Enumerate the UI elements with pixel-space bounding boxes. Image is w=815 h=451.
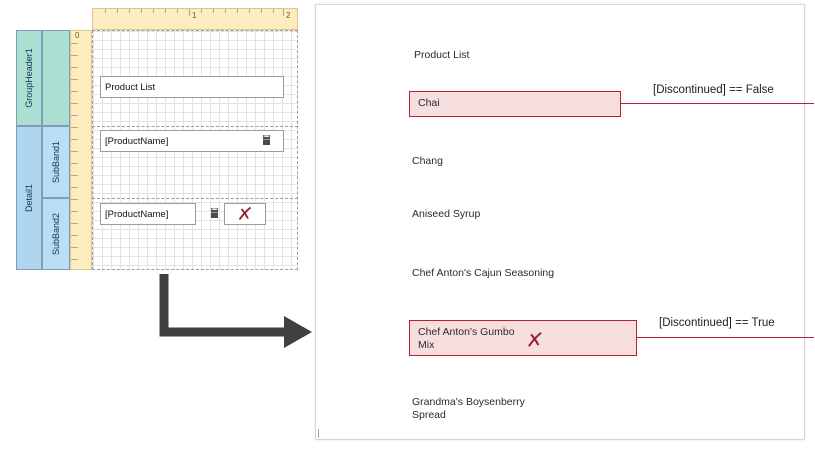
cross-out-icon [236, 205, 254, 223]
preview-row-aniseed-syrup[interactable] [412, 208, 480, 221]
cross-out-icon [525, 330, 545, 350]
band-header-group-header1[interactable] [16, 30, 42, 126]
control-text-product-list: Product List [105, 81, 156, 93]
control-text-productname-sub1: [ProductName] [105, 135, 169, 147]
preview-row-text: Chef Anton's Cajun Seasoning [412, 267, 555, 279]
ruler-label-v-0: 0 [75, 31, 80, 40]
band-divider-1 [92, 126, 298, 127]
preview-row-text: Grandma's Boysenberry Spread [412, 396, 525, 421]
control-label-product-list[interactable] [100, 76, 284, 98]
preview-page[interactable] [315, 4, 805, 440]
callout-discontinued-true: [Discontinued] == True [659, 317, 775, 329]
control-discontinued-mark-designer[interactable] [224, 203, 266, 225]
preview-row-text: Chang [412, 155, 443, 167]
database-icon[interactable] [262, 135, 271, 146]
band-header-group-header1-inner [42, 30, 70, 126]
band-header-detail1[interactable] [16, 126, 42, 270]
preview-row-chai[interactable] [409, 91, 621, 117]
flow-arrow-icon [156, 272, 316, 348]
callout-discontinued-false: [Discontinued] == False [653, 84, 774, 96]
vertical-ruler [70, 30, 92, 270]
preview-row-cajun-seasoning[interactable] [412, 267, 554, 280]
preview-row-chang[interactable] [412, 155, 443, 168]
ruler-label-2: 2 [286, 11, 291, 20]
page-edge-tick [318, 429, 319, 438]
band-header-subband1[interactable] [42, 126, 70, 198]
preview-row-boysenberry-spread[interactable] [412, 396, 552, 422]
callout-line-false [620, 103, 814, 104]
preview-row-text: Chef Anton's Gumbo Mix [418, 326, 515, 351]
control-text-productname-sub2: [ProductName] [105, 208, 169, 220]
preview-title: Product List [414, 49, 470, 61]
control-label-productname-sub2[interactable] [100, 203, 196, 225]
band-label-subband1: SubBand1 [51, 140, 62, 184]
report-preview [315, 4, 811, 446]
preview-row-text: Aniseed Syrup [412, 208, 481, 220]
ruler-label-1: 1 [192, 11, 197, 20]
preview-row-gumbo-mix[interactable] [409, 320, 637, 356]
control-label-productname-sub1[interactable] [100, 130, 284, 152]
band-label-group-header1: GroupHeader1 [24, 48, 35, 108]
band-label-subband2: SubBand2 [51, 212, 62, 256]
horizontal-ruler [92, 8, 298, 30]
band-label-detail1: Detail1 [24, 183, 35, 213]
callout-line-true [636, 337, 814, 338]
band-header-subband2[interactable] [42, 198, 70, 270]
database-icon-2[interactable] [210, 208, 219, 219]
band-divider-2 [92, 198, 298, 199]
report-designer [8, 4, 298, 270]
preview-row-text: Chai [418, 97, 440, 109]
